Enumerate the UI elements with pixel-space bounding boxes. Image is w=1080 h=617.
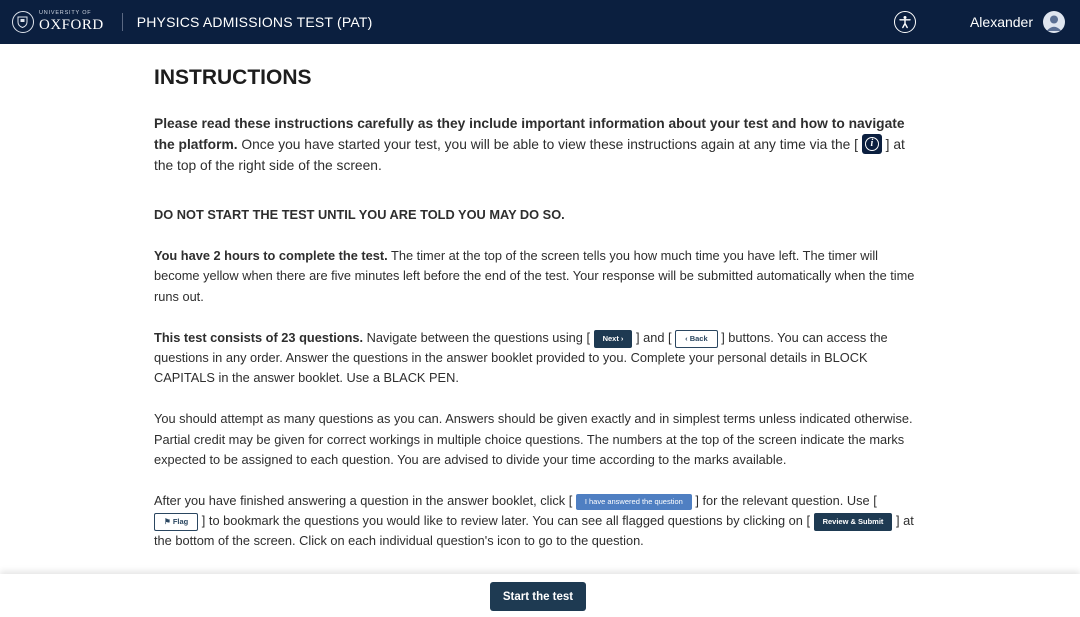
start-test-button[interactable]: Start the test <box>490 582 586 611</box>
answered-text-4: ] at the bottom of the screen. Click on each individual question's icon to go to the question. <box>154 513 914 549</box>
timer-paragraph <box>154 246 924 307</box>
intro-text-1: Once you have started your test, you will be able to view these instructions again at any time via the [ <box>237 137 862 152</box>
user-name[interactable]: Alexander <box>969 14 1033 30</box>
top-header <box>0 0 1080 44</box>
answered-text-2: ] for the relevant question. Use [ <box>691 493 877 509</box>
next-chip: Next › <box>594 330 633 348</box>
back-chip: ‹ Back <box>675 330 718 348</box>
header-divider <box>122 13 123 31</box>
footer-bar <box>0 574 1080 617</box>
answered-text-1: After you have finished answering a question in the answer booklet, click [ <box>154 493 576 509</box>
logo-oxford: OXFORD <box>39 16 104 33</box>
questions-text-1: Navigate between the questions using [ <box>363 329 594 345</box>
questions-paragraph <box>154 328 924 389</box>
attempt-paragraph: You should attempt as many questions as you can. Answers should be given exactly and in simplest terms unless indicated otherwise. Partial credit may be given for correct workings in multiple choice questions. The numbers at the top of the screen indicate the marks expected to be assigned to each question. You are advised to divide your time according to the marks available. <box>154 411 913 467</box>
answered-chip: I have answered the question <box>576 494 692 510</box>
timer-text: The timer at the top of the screen tells you how much time you have left. The timer will become yellow when there are five minutes left before the end of the test. Your response will be submitted automatically when the time runs out. <box>154 248 915 304</box>
questions-text-3: ] buttons. You can access the questions in any order. Answer the questions in the answer booklet provided to you. Complete your personal details in BLOCK CAPITALS in the answer booklet. Use a BLACK PEN. <box>154 329 888 386</box>
intro-bold: Please read these instructions carefully as they include important information about your test and how to navigate the platform. <box>154 116 905 152</box>
timer-bold: You have 2 hours to complete the test. <box>154 248 388 264</box>
accessibility-icon[interactable] <box>894 11 916 33</box>
app-title: PHYSICS ADMISSIONS TEST (PAT) <box>136 14 373 30</box>
intro-paragraph <box>154 113 924 176</box>
intro-text-2: ] at the top of the right side of the screen. <box>154 137 905 173</box>
warning-text: DO NOT START THE TEST UNTIL YOU ARE TOLD YOU MAY DO SO. <box>154 207 565 222</box>
instructions-content <box>154 64 924 552</box>
user-avatar-icon[interactable] <box>1043 11 1065 33</box>
flag-chip: ⚑ Flag <box>154 513 198 531</box>
questions-text-2: ] and [ <box>632 329 676 345</box>
info-icon: i <box>862 134 882 154</box>
logo-university-of: UNIVERSITY OF <box>39 10 92 17</box>
questions-bold: This test consists of 23 questions. <box>154 329 364 345</box>
page-title: INSTRUCTIONS <box>154 66 312 89</box>
oxford-logo <box>12 11 104 33</box>
answered-paragraph <box>154 491 924 552</box>
review-submit-chip: Review & Submit <box>814 513 893 531</box>
oxford-crest-icon <box>12 11 34 33</box>
answered-text-3: ] to bookmark the questions you would like to review later. You can see all flagged questions by clicking on [ <box>198 513 814 529</box>
